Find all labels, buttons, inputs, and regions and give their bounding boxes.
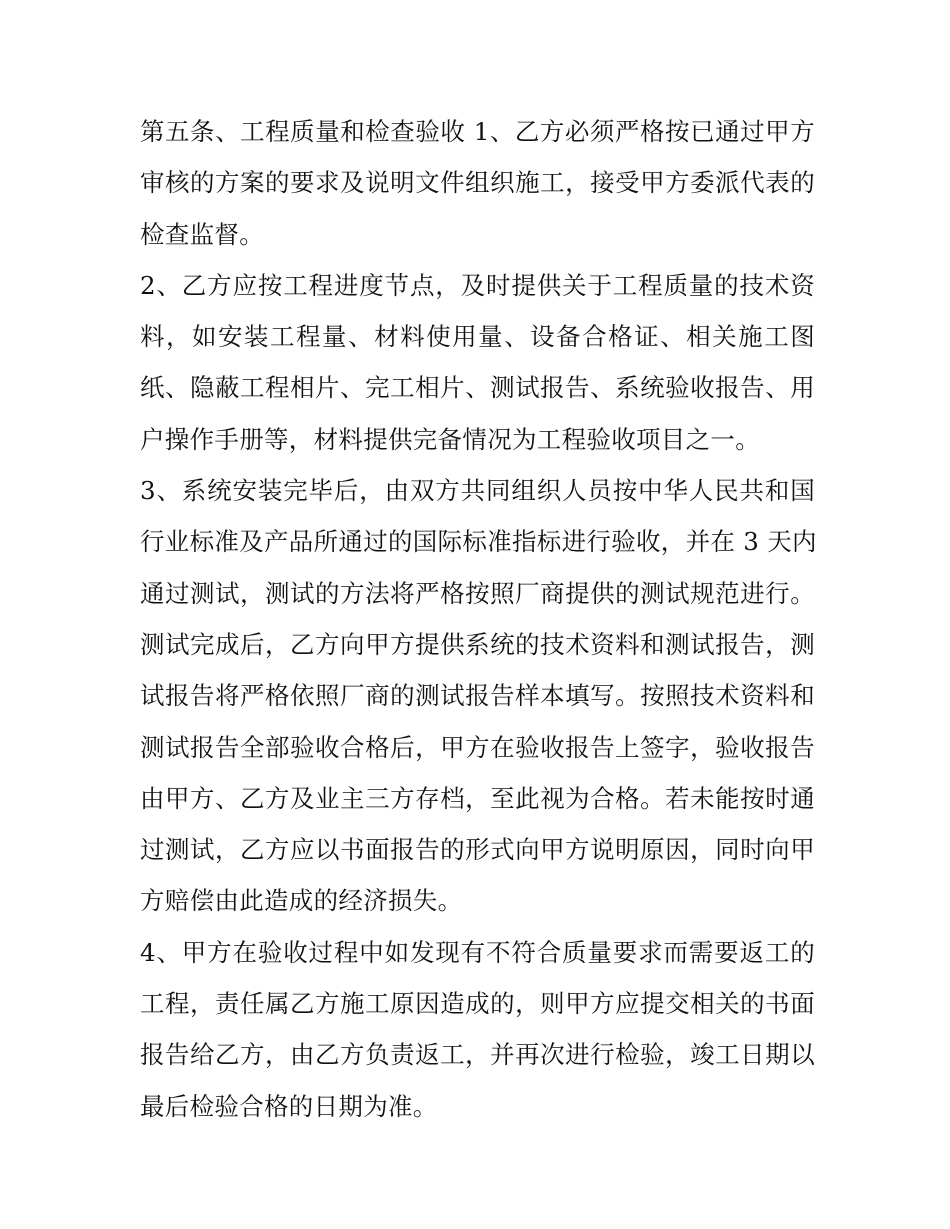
text-line: 2、乙方应按工程进度节点，及时提供关于工程质量的技术资 (140, 270, 815, 300)
paragraph-clause-2 (140, 260, 815, 465)
text-line: 测试完成后，乙方向甲方提供系统的技术资料和测试报告，测 (140, 629, 815, 659)
text-line: 最后检验合格的日期为准。 (140, 1091, 438, 1121)
text-line: 试报告将严格依照厂商的测试报告样本填写。按照技术资料和 (140, 681, 815, 711)
text-line: 通过测试，测试的方法将严格按照厂商提供的测试规范进行。 (140, 578, 815, 608)
paragraph-clause-4 (140, 927, 815, 1132)
paragraph-clause-3 (140, 465, 815, 927)
text-line: 户操作手册等，材料提供完备情况为工程验收项目之一。 (140, 424, 760, 454)
text-line: 料，如安装工程量、材料使用量、设备合格证、相关施工图 (140, 322, 815, 352)
paragraph-article-5 (140, 106, 815, 260)
text-line: 报告给乙方，由乙方负责返工，并再次进行检验，竣工日期以 (140, 1040, 815, 1070)
text-line: 由甲方、乙方及业主三方存档，至此视为合格。若未能按时通 (140, 783, 815, 813)
text-line: 方赔偿由此造成的经济损失。 (140, 886, 463, 916)
text-line: 第五条、工程质量和检查验收 1、乙方必须严格按已通过甲方 (140, 117, 815, 146)
text-line: 行业标准及产品所通过的国际标准指标进行验收，并在 3 天内 (140, 527, 817, 557)
text-line: 3、系统安装完毕后，由双方共同组织人员按中华人民共和国 (140, 476, 815, 506)
text-line: 4、甲方在验收过程中如发现有不符合质量要求而需要返工的 (140, 937, 815, 967)
text-line: 工程，责任属乙方施工原因造成的，则甲方应提交相关的书面 (140, 989, 815, 1019)
text-line: 检查监督。 (140, 219, 264, 249)
text-line: 过测试，乙方应以书面报告的形式向甲方说明原因，同时向甲 (140, 835, 815, 865)
text-line: 审核的方案的要求及说明文件组织施工，接受甲方委派代表的 (140, 168, 815, 198)
document-body (140, 106, 815, 1132)
text-line: 纸、隐蔽工程相片、完工相片、测试报告、系统验收报告、用 (140, 373, 815, 403)
text-line: 测试报告全部验收合格后，甲方在验收报告上签字，验收报告 (140, 732, 815, 762)
